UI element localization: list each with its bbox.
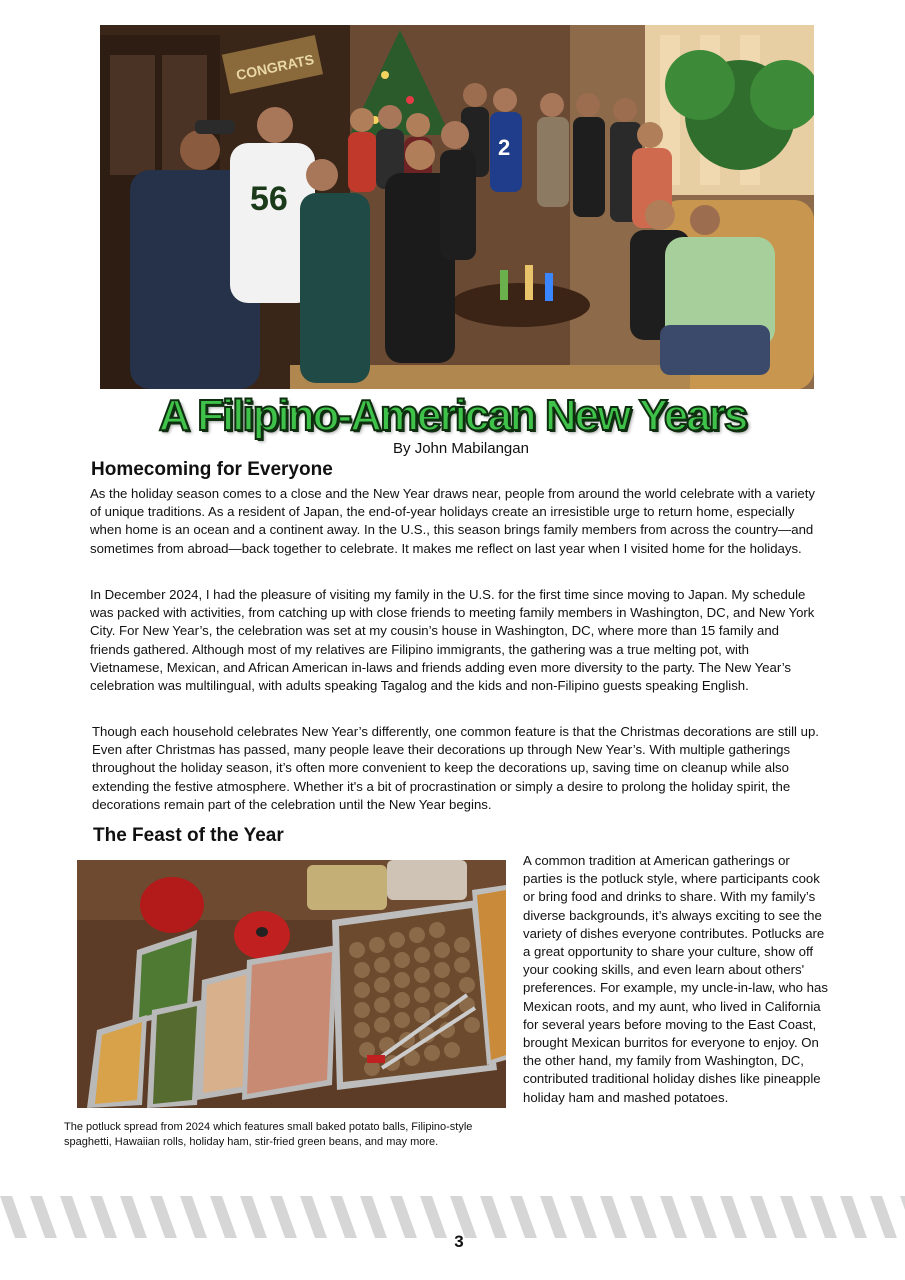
section-heading-homecoming: Homecoming for Everyone	[91, 459, 333, 480]
article-title: A Filipino-American New Years	[158, 391, 747, 440]
article-byline: By John Mabilangan	[393, 440, 529, 457]
potluck-photo-illustration	[77, 860, 506, 1108]
page-number: 3	[454, 1232, 464, 1251]
paragraph-homecoming-2: In December 2024, I had the pleasure of visiting my family in the U.S. for the first time since moving to Japan. My schedule was packed with activities, from catching up with close friends to meeting family members in Washington, DC, and New York City. For New Year’s, the celebration was set at my cousin’s house in Washington, DC, where more than 15 family and friends gathered. Although most of my relatives are Filipino immigrants, the gathering was a true melting pot, with Vietnamese, Mexican, and African American in-laws and friends adding even more diversity to the party. The New Year’s celebration was multilingual, with adults speaking Tagalog and the kids and non-Filipino guests speaking English.	[90, 587, 815, 694]
paragraph-homecoming-3: Though each household celebrates New Year’s differently, one common feature is that the Christmas decorations are still up. Even after Christmas has passed, many people leave their decorations up through New Year’s. With multiple gatherings throughout the holiday season, it’s often more convenient to keep the decorations up, saving time on cleanup while also extending the festive atmosphere. Whether it's a bit of procrastination or simply a desire to prolong the holiday spirit, the decorations remain part of the celebration until the New Year begins.	[92, 724, 819, 812]
paragraph-homecoming-1: As the holiday season comes to a close and the New Year draws near, people from around the world celebrate with a variety of unique traditions. As a resident of Japan, the end-of-year holidays create an irresistible urge to return home, especially when home is an ocean and a continent away. In the U.S., this season brings family members from across the country—and sometimes from abroad—back together to celebrate. It makes me reflect on last year when I visited home for the holidays.	[90, 486, 815, 556]
hero-family-photo	[100, 25, 814, 389]
potluck-food-photo	[77, 860, 506, 1108]
banner-text: CONGRATS	[234, 50, 316, 84]
jersey-number-2: 2	[498, 135, 511, 160]
section-heading-feast: The Feast of the Year	[93, 825, 284, 846]
jersey-number-56: 56	[250, 180, 288, 218]
family-photo-illustration	[100, 25, 814, 389]
paragraph-feast-1: A common tradition at American gatherings or parties is the potluck style, where participants cook or bring food and drinks to share. With my family’s diverse backgrounds, it’s always exciting to see the variety of dishes everyone contributes. Potlucks are a great opportunity to share your culture, show off your cooking skills, and even learn about others' preferences. For example, my uncle-in-law, who has Mexican roots, and my aunt, who lived in California for several years before moving to the East Coast, brought Mexican burritos for everyone to enjoy. On the other hand, my family from Washington, DC, contributed traditional holiday dishes like pineapple holiday ham and mashed potatoes.	[523, 853, 828, 1105]
food-photo-caption: The potluck spread from 2024 which features small baked potato balls, Filipino-style spaghetti, Hawaiian rolls, holiday ham, stir-fried green beans, and may more.	[64, 1121, 473, 1148]
